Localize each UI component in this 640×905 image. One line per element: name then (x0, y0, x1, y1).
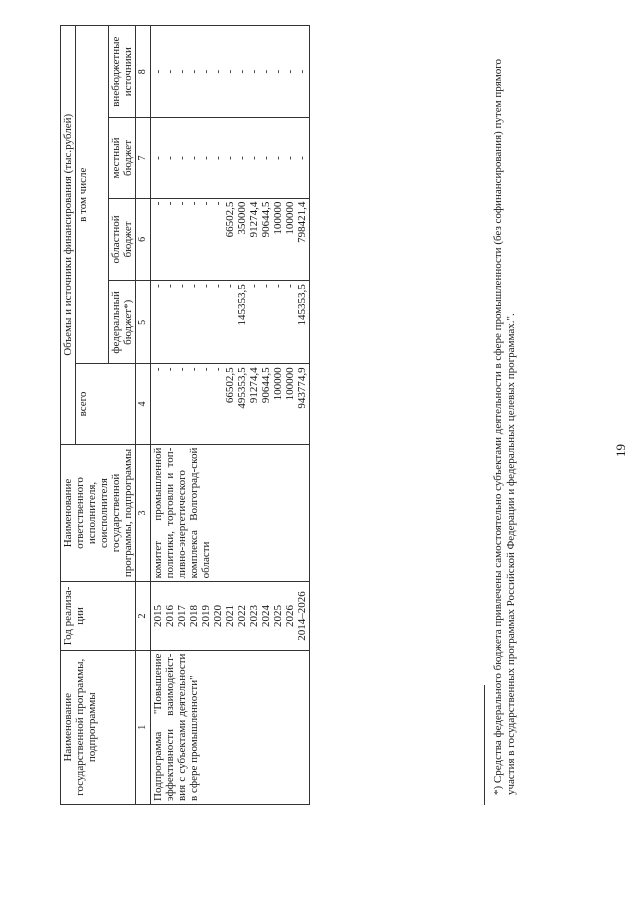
cell-local: - (212, 156, 224, 160)
cell-year: 2015 (152, 604, 164, 627)
col-number: 6 (136, 198, 151, 281)
executor: комитет промышленной политики, торговли и топ-ливно-энергетического комплекса Волгоград-ской области (151, 444, 310, 582)
cell-total: - (176, 367, 188, 372)
cell-regional: - (200, 201, 212, 206)
cell-federal: - (200, 284, 212, 288)
cell-extra: - (188, 69, 200, 74)
cell-regional: 90644,5 (260, 201, 272, 238)
header-funding: Объемы и источники финансирования (тыс.рублей) (61, 26, 76, 445)
cell-total: - (188, 367, 200, 372)
total-column (151, 364, 310, 444)
cell-extra: - (284, 69, 296, 74)
cell-federal: - (164, 284, 176, 288)
cell-federal: - (272, 284, 284, 288)
cell-local: - (272, 156, 284, 160)
cell-total: 66502,5 (224, 367, 236, 404)
cell-extra: - (176, 69, 188, 74)
cell-year: 2021 (224, 604, 236, 627)
local-column (151, 118, 310, 198)
cell-regional: - (152, 201, 164, 206)
cell-extra: - (296, 69, 308, 74)
cell-regional: 66502,5 (224, 201, 236, 238)
cell-federal: 145353,5 (236, 284, 248, 326)
cell-total: 495353,5 (236, 367, 248, 409)
cell-local: - (164, 156, 176, 160)
col-number: 5 (136, 281, 151, 364)
col-number: 8 (136, 26, 151, 118)
header-regional: областной бюджет (109, 198, 136, 281)
col-number: 7 (136, 118, 151, 198)
cell-extra: - (248, 69, 260, 74)
cell-local: - (260, 156, 272, 160)
cell-total: 91274,4 (248, 367, 260, 404)
cell-year: 2022 (236, 604, 248, 627)
cell-total: - (212, 367, 224, 372)
cell-regional: - (164, 201, 176, 206)
cell-total: 100000 (284, 367, 296, 401)
cell-regional: - (212, 201, 224, 206)
cell-federal: - (176, 284, 188, 288)
header-local: местный бюджет (109, 118, 136, 198)
cell-total: 943774,9 (296, 367, 308, 409)
cell-year: 2017 (176, 604, 188, 627)
cell-extra: - (212, 69, 224, 74)
cell-federal: - (224, 284, 236, 288)
header-year: Год реализа-ции (61, 582, 136, 650)
extra-column (151, 26, 310, 118)
footnote-divider (484, 685, 485, 805)
cell-federal: - (188, 284, 200, 288)
federal-column (151, 281, 310, 364)
years-column (151, 582, 310, 650)
cell-regional: 100000 (284, 201, 296, 235)
cell-regional: 91274,4 (248, 201, 260, 238)
cell-local: - (224, 156, 236, 160)
cell-regional: 350000 (236, 201, 248, 235)
cell-total: - (164, 367, 176, 372)
program-name: Подпрограмма "Повышение эффективности взаимодейст-вия с субъектами деятельности в сфере промышленности" (151, 650, 310, 804)
cell-year: 2024 (260, 604, 272, 627)
cell-federal: - (284, 284, 296, 288)
cell-year: 2026 (284, 604, 296, 627)
cell-regional: 798421,4 (296, 201, 308, 243)
cell-regional: 100000 (272, 201, 284, 235)
cell-federal: - (152, 284, 164, 288)
header-including: в том числе (76, 26, 109, 364)
cell-year: 2020 (212, 604, 224, 627)
cell-year: 2018 (188, 604, 200, 627)
cell-total: 100000 (272, 367, 284, 401)
header-federal: федеральный бюджет*) (109, 281, 136, 364)
cell-local: - (200, 156, 212, 160)
cell-total: 90644,5 (260, 367, 272, 404)
cell-federal: - (248, 284, 260, 288)
footnote: *) Средства федерального бюджета привлечены самостоятельно субъектами деятельности в сфере промышленности (без софинансирования) путем прямого участия в государственных программах Российской Федерации и федеральных целевых программах.". (492, 59, 517, 795)
col-number: 4 (136, 364, 151, 444)
cell-year: 2025 (272, 604, 284, 627)
cell-regional: - (188, 201, 200, 206)
header-executor: Наименование ответственного исполнителя, соисполнителя государственной программы, подпрограммы (61, 444, 136, 582)
cell-year: 2023 (248, 604, 260, 627)
cell-total: - (200, 367, 212, 372)
cell-extra: - (224, 69, 236, 74)
regional-column (151, 198, 310, 281)
cell-local: - (236, 156, 248, 160)
cell-local: - (248, 156, 260, 160)
cell-year: 2019 (200, 604, 212, 627)
header-extra: внебюджетные источники (109, 26, 136, 118)
cell-extra: - (152, 69, 164, 74)
cell-local: - (284, 156, 296, 160)
cell-local: - (188, 156, 200, 160)
cell-year: 2016 (164, 604, 176, 627)
cell-extra: - (272, 69, 284, 74)
col-number: 2 (136, 582, 151, 650)
cell-extra: - (260, 69, 272, 74)
cell-federal: 145353,5 (296, 284, 308, 326)
cell-local: - (176, 156, 188, 160)
cell-extra: - (236, 69, 248, 74)
cell-local: - (152, 156, 164, 160)
cell-extra: - (200, 69, 212, 74)
cell-federal: - (212, 284, 224, 288)
col-number: 1 (136, 650, 151, 804)
cell-year: 2014–2026 (296, 591, 308, 641)
col-number: 3 (136, 444, 151, 582)
funding-table (60, 25, 310, 805)
cell-extra: - (164, 69, 176, 74)
cell-local: - (296, 156, 308, 160)
cell-regional: - (176, 201, 188, 206)
header-total: всего (76, 364, 136, 444)
header-program: Наименование государственной программы, подпрограммы (61, 650, 136, 804)
cell-federal: - (260, 284, 272, 288)
page-number: 19 (613, 444, 628, 457)
cell-total: - (152, 367, 164, 372)
